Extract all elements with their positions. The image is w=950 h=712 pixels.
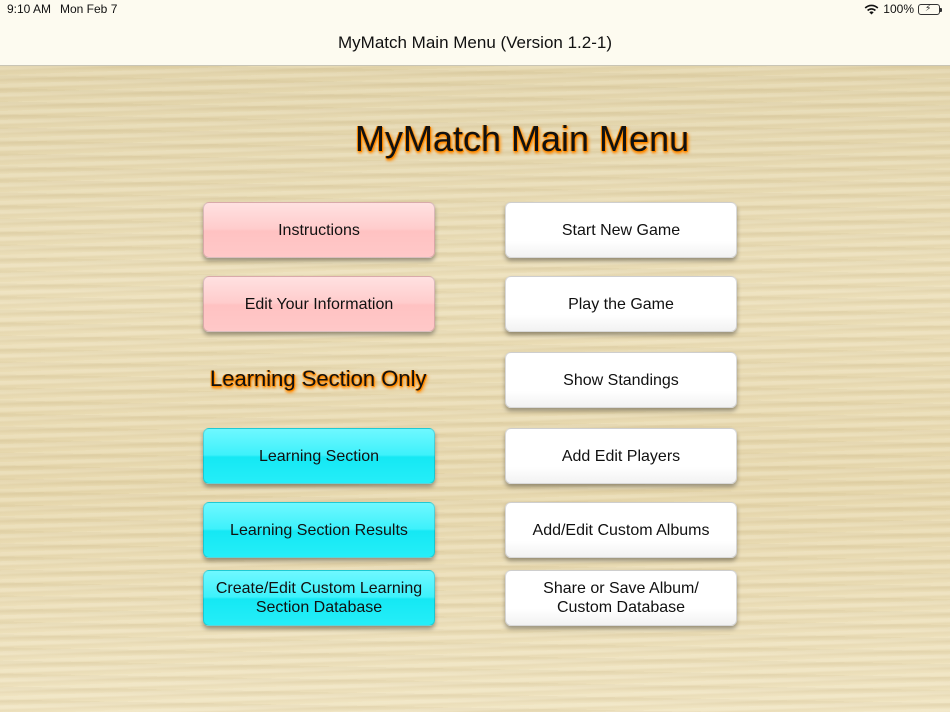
learning-section-results-button[interactable]: Learning Section Results: [203, 502, 435, 558]
main-menu-content: [0, 66, 950, 712]
navigation-bar: [0, 20, 950, 66]
wifi-icon: [864, 4, 879, 15]
show-standings-button[interactable]: Show Standings: [505, 352, 737, 408]
status-indicators: [864, 2, 940, 16]
status-bar: [0, 0, 950, 20]
play-the-game-button[interactable]: Play the Game: [505, 276, 737, 332]
share-or-save-album-button[interactable]: Share or Save Album/ Custom Database: [505, 570, 737, 626]
start-new-game-button[interactable]: Start New Game: [505, 202, 737, 258]
create-edit-custom-learning-database-button[interactable]: Create/Edit Custom Learning Section Database: [203, 570, 435, 626]
learning-section-button[interactable]: Learning Section: [203, 428, 435, 484]
learning-section-only-label: Learning Section Only: [210, 366, 427, 391]
add-edit-players-button[interactable]: Add Edit Players: [505, 428, 737, 484]
instructions-button[interactable]: Instructions: [203, 202, 435, 258]
nav-title: MyMatch Main Menu (Version 1.2-1): [338, 32, 612, 52]
status-date: Mon Feb 7: [60, 2, 118, 16]
edit-your-information-button[interactable]: Edit Your Information: [203, 276, 435, 332]
add-edit-custom-albums-button[interactable]: Add/Edit Custom Albums: [505, 502, 737, 558]
page-title: MyMatch Main Menu: [355, 118, 690, 159]
status-time: 9:10 AM: [7, 2, 52, 16]
battery-percent: 100%: [883, 2, 914, 16]
battery-icon: [918, 4, 940, 15]
